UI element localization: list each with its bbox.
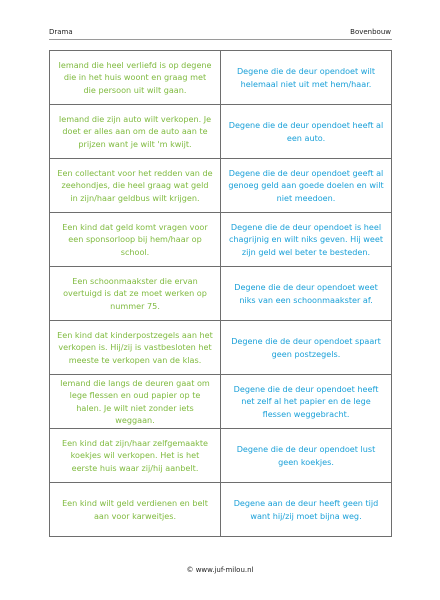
- visitor-role-card: Iemand die heel verliefd is op degene die in het huis woont en graag met die persoon uit wilt gaan.: [50, 51, 221, 105]
- header-right-label: Bovenbouw: [350, 28, 391, 36]
- door-opener-role-card: Degene die de deur opendoet weet niks van een schoonmaakster af.: [221, 267, 392, 321]
- visitor-role-card: Iemand die langs de deuren gaat om lege flessen en oud papier op te halen. Je wilt niet zonder iets weggaan.: [50, 375, 221, 429]
- card-row: [50, 213, 392, 267]
- card-row: [50, 375, 392, 429]
- door-opener-role-card: Degene die de deur opendoet spaart geen postzegels.: [221, 321, 392, 375]
- card-row: [50, 429, 392, 483]
- door-opener-role-card: Degene die de deur opendoet lust geen koekjes.: [221, 429, 392, 483]
- door-opener-role-card: Degene aan de deur heeft geen tijd want hij/zij moet bijna weg.: [221, 483, 392, 537]
- card-row: [50, 267, 392, 321]
- door-opener-role-card: Degene die de deur opendoet heeft al een auto.: [221, 105, 392, 159]
- visitor-role-card: Iemand die zijn auto wilt verkopen. Je doet er alles aan om de auto aan te prijzen want je wilt 'm kwijt.: [50, 105, 221, 159]
- door-opener-role-card: Degene die de deur opendoet is heel chagrijnig en wilt niks geven. Hij weet zijn geld wel beter te besteden.: [221, 213, 392, 267]
- header-divider: [49, 39, 392, 40]
- visitor-role-card: Een collectant voor het redden van de zeehondjes, die heel graag wat geld in zijn/haar geldbus wilt krijgen.: [50, 159, 221, 213]
- door-opener-role-card: Degene die de deur opendoet geeft al genoeg geld aan goede doelen en wilt niet meedoen.: [221, 159, 392, 213]
- door-opener-role-card: Degene die de deur opendoet wilt helemaal niet uit met hem/haar.: [221, 51, 392, 105]
- visitor-role-card: Een kind wilt geld verdienen en belt aan voor karweitjes.: [50, 483, 221, 537]
- card-row: [50, 321, 392, 375]
- card-row: [50, 51, 392, 105]
- card-row: [50, 105, 392, 159]
- header-left-label: Drama: [49, 28, 73, 36]
- card-row: [50, 483, 392, 537]
- card-row: [50, 159, 392, 213]
- role-card-table: [49, 50, 392, 537]
- copyright-footer: © www.juf-milou.nl: [186, 566, 254, 574]
- visitor-role-card: Een kind dat zijn/haar zelfgemaakte koekjes wil verkopen. Het is het eerste huis waar zij/hij aanbelt.: [50, 429, 221, 483]
- door-opener-role-card: Degene die de deur opendoet heeft net zelf al het papier en de lege flessen weggebracht.: [221, 375, 392, 429]
- visitor-role-card: Een kind dat geld komt vragen voor een sponsorloop bij hem/haar op school.: [50, 213, 221, 267]
- visitor-role-card: Een schoonmaakster die ervan overtuigd is dat ze moet werken op nummer 75.: [50, 267, 221, 321]
- visitor-role-card: Een kind dat kinderpostzegels aan het verkopen is. Hij/zij is vastbesloten het meeste te verkopen van de klas.: [50, 321, 221, 375]
